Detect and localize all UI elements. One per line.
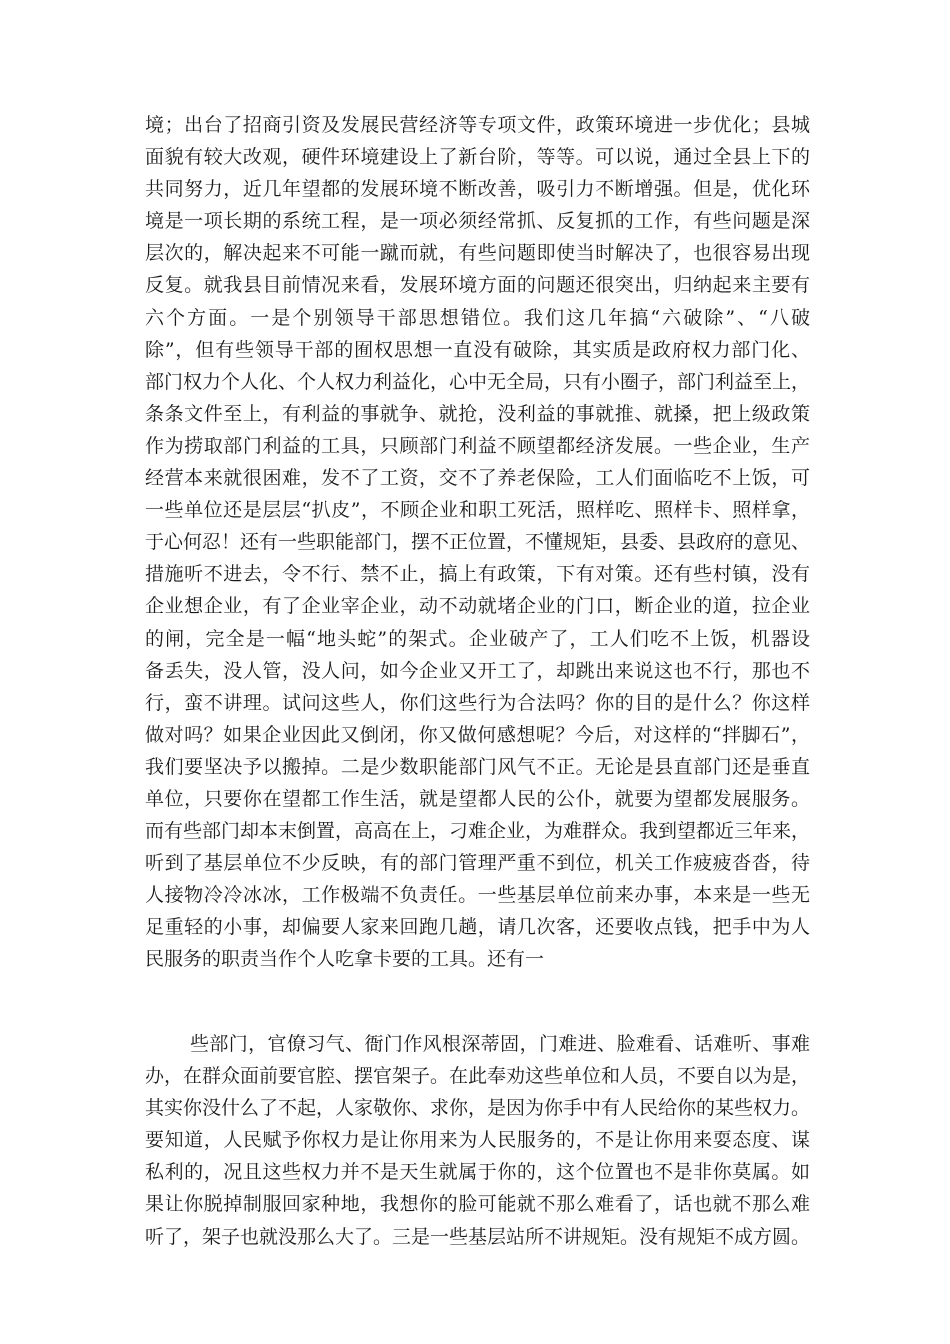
text-line: 一些单位还是层层“扒皮”，不顾企业和职工死活，照样吃、照样卡、照样拿， xyxy=(145,499,810,522)
text-line: 其实你没什么了不起，人家敬你、求你，是因为你手中有人民给你的某些权力。 xyxy=(145,1097,810,1120)
text-line: 做对吗？如果企业因此又倒闭，你又做何感想呢？今后，对这样的“拌脚石”， xyxy=(145,723,810,746)
text-line: 要知道，人民赋予你权力是让你用来为人民服务的，不是让你用来耍态度、谋 xyxy=(145,1129,810,1152)
text-line: 些部门，官僚习气、衙门作风根深蒂固，门难进、脸难看、话难听、事难 xyxy=(190,1033,810,1055)
text-line: 于心何忍！还有一些职能部门，摆不正位置，不懂规矩，县委、县政府的意见、 xyxy=(145,531,810,554)
text-line: 境是一项长期的系统工程，是一项必须经常抓、反复抓的工作，有些问题是深 xyxy=(145,210,810,233)
text-line: 措施听不进去，令不行、禁不止，搞上有政策，下有对策。还有些村镇，没有 xyxy=(145,563,810,586)
text-line: 部门权力个人化、个人权力利益化，心中无全局，只有小圈子，部门利益至上， xyxy=(145,370,810,393)
text-line: 而有些部门却本末倒置，高高在上，刁难企业，为难群众。我到望都近三年来， xyxy=(145,820,810,843)
text-line: 条条文件至上，有利益的事就争、就抢，没利益的事就推、就搡，把上级政策 xyxy=(145,402,810,425)
text-line: 面貌有较大改观，硬件环境建设上了新台阶，等等。可以说，通过全县上下的 xyxy=(145,146,810,169)
text-line: 听了，架子也就没那么大了。三是一些基层站所不讲规矩。没有规矩不成方圆。 xyxy=(145,1225,810,1248)
text-line: 反复。就我县目前情况来看，发展环境方面的问题还很突出，归纳起来主要有 xyxy=(145,274,810,297)
text-line: 境；出台了招商引资及发展民营经济等专项文件，政策环境进一步优化；县城 xyxy=(145,114,810,136)
text-line: 行，蛮不讲理。试问这些人，你们这些行为合法吗？你的目的是什么？你这样 xyxy=(145,691,810,714)
paragraph-1 xyxy=(145,109,810,976)
text-line: 人接物冷冷冰冰，工作极端不负责任。一些基层单位前来办事，本来是一些无 xyxy=(145,884,810,907)
text-line: 私利的，况且这些权力并不是天生就属于你的，这个位置也不是非你莫属。如 xyxy=(145,1161,810,1184)
text-line: 听到了基层单位不少反映，有的部门管理严重不到位，机关工作疲疲沓沓，待 xyxy=(145,852,810,875)
text-line: 层次的，解决起来不可能一蹴而就，有些问题即使当时解决了，也很容易出现 xyxy=(145,242,810,265)
text-line: 作为捞取部门利益的工具，只顾部门利益不顾望都经济发展。一些企业，生产 xyxy=(145,434,810,457)
text-line: 单位，只要你在望都工作生活，就是望都人民的公仆，就要为望都发展服务。 xyxy=(145,787,810,810)
paragraph-2 xyxy=(145,1028,810,1253)
text-line: 六个方面。一是个别领导干部思想错位。我们这几年搞“六破除”、“八破 xyxy=(145,306,810,329)
text-line: 的闸，完全是一幅“地头蛇”的架式。企业破产了，工人们吃不上饭，机器设 xyxy=(145,627,810,650)
text-line: 果让你脱掉制服回家种地，我想你的脸可能就不那么难看了，话也就不那么难 xyxy=(145,1193,810,1216)
text-line: 经营本来就很困难，发不了工资，交不了养老保险，工人们面临吃不上饭，可 xyxy=(145,467,810,490)
text-line: 共同努力，近几年望都的发展环境不断改善，吸引力不断增强。但是，优化环 xyxy=(145,178,810,201)
text-line: 企业想企业，有了企业宰企业，动不动就堵企业的门口，断企业的道，拉企业 xyxy=(145,595,810,618)
text-line: 我们要坚决予以搬掉。二是少数职能部门风气不正。无论是县直部门还是垂直 xyxy=(145,755,810,778)
text-line: 足重轻的小事，却偏要人家来回跑几趟，请几次客，还要收点钱，把手中为人 xyxy=(145,916,810,939)
text-line: 备丢失，没人管，没人问，如今企业又开工了，却跳出来说这也不行，那也不 xyxy=(145,659,810,682)
text-line: 除”，但有些领导干部的囿权思想一直没有破除，其实质是政府权力部门化、 xyxy=(145,338,810,361)
text-line: 民服务的职责当作个人吃拿卡要的工具。还有一 xyxy=(145,948,545,971)
text-line: 办，在群众面前要官腔、摆官架子。在此奉劝这些单位和人员，不要自以为是， xyxy=(145,1065,810,1088)
